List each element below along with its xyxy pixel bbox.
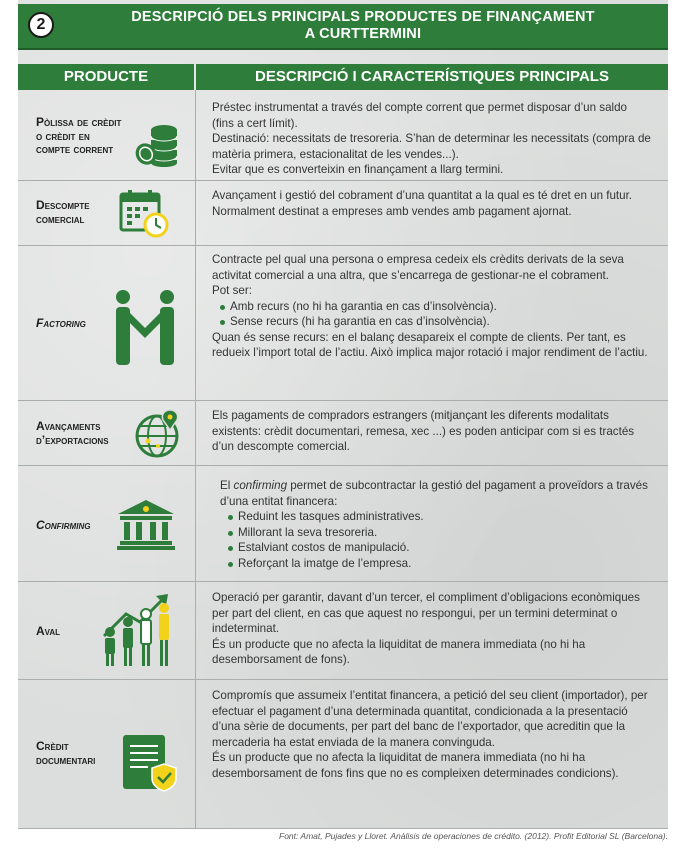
product-name-line: Factoring bbox=[36, 316, 86, 330]
column-divider bbox=[195, 90, 196, 828]
product-name-line: o crèdit en bbox=[36, 128, 90, 143]
product-name-line: Aval bbox=[36, 624, 61, 638]
product-name-line: Crèdit bbox=[36, 739, 69, 753]
description-confirming bbox=[220, 478, 660, 571]
confirming-list bbox=[220, 509, 660, 571]
description-paragraph: Evitar que es converteixin en finançament a llarg termini. bbox=[212, 163, 504, 176]
description-paragraph: Avançament i gestió del cobrament d’una quantitat a la qual es té dret en un futur. bbox=[212, 189, 633, 202]
text-span: permet de subcontractar la gestió del pagament a proveïdors a través d’una entitat financera: bbox=[220, 479, 648, 508]
description-paragraph: Quan és sense recurs: en el balanç desapareix el compte de clients. Per tant, es redueix l’import total de l’actiu. Això implica major rotació i major rendiment de l’actiu. bbox=[212, 330, 648, 359]
globe-pin-icon bbox=[132, 408, 184, 460]
description-avancaments bbox=[212, 408, 652, 455]
bank-building-icon bbox=[116, 498, 176, 550]
document-shield-icon bbox=[120, 732, 178, 792]
description-paragraph: Operació per garantir, davant d’un tercer, el compliment d’obligacions econòmiques per part del client, en cas que aquest no respongui, per un termini determinat o indeterminat. bbox=[212, 591, 640, 635]
row-divider bbox=[18, 581, 668, 582]
product-name-line: Confirming bbox=[36, 518, 91, 532]
description-paragraph: Compromís que assumeix l’entitat financera, a petició del seu client (importador), per efectuar el pagament d’una determinada quantitat, condicionada a la presentació d’una sèrie de documents, per part del banc de l’exportador, que acreditin que la mercaderia ha estat enviada de la manera convinguda. bbox=[212, 689, 648, 749]
description-paragraph bbox=[220, 478, 660, 509]
coins-icon bbox=[134, 122, 184, 168]
description-paragraph: Normalment destinat a empreses amb vendes amb pagament ajornat. bbox=[212, 204, 572, 218]
factoring-list bbox=[212, 299, 652, 330]
product-name-line: documentari bbox=[36, 752, 96, 767]
list-item: Estalviant costos de manipulació. bbox=[238, 540, 660, 556]
product-name-line: d’exportacions bbox=[36, 432, 109, 447]
row-divider bbox=[18, 465, 668, 466]
text-span: El bbox=[220, 479, 234, 492]
product-name-line: Pòlissa de crèdit bbox=[36, 115, 122, 129]
product-name-line: compte corrent bbox=[36, 142, 114, 156]
emphasis-confirming: confirming bbox=[233, 479, 288, 492]
description-paragraph: És un producte que no afecta la liquiditat de manera immediata (no hi ha desemborsament de fons fins que no es compleixen determinades condicions). bbox=[212, 751, 619, 780]
description-paragraph: Contracte pel qual una persona o empresa cedeix els crèdits derivats de la seva activitat comercial a una altra, que s’encarrega de gestionar-ne el cobrament. bbox=[212, 253, 624, 282]
product-name-line: Avançaments bbox=[36, 419, 101, 433]
calendar-clock-icon bbox=[118, 189, 174, 239]
row-divider bbox=[18, 828, 668, 829]
title-bar bbox=[18, 4, 668, 50]
row-divider bbox=[18, 180, 668, 181]
description-paragraph: Préstec instrumentat a través del compte corrent que permet disposar d’un saldo (fins a cert límit). bbox=[212, 101, 628, 130]
source-footer: Font: Amat, Pujades y Lloret. Anàlisis de operaciones de crédito. (2012). Profit Editorial SL (Barcelona). bbox=[279, 831, 668, 841]
row-divider bbox=[18, 245, 668, 246]
description-credit-documentari bbox=[212, 688, 652, 781]
list-item: Sense recurs (hi ha garantia en cas d’insolvència). bbox=[230, 314, 652, 330]
page-title bbox=[78, 9, 648, 43]
description-paragraph: Els pagaments de compradors estrangers (mitjançant les diferents modalitats existents: crèdit documentari, remesa, xec ...) es poden anticipar com si es tractés d’un descompte comercial. bbox=[212, 409, 635, 453]
description-paragraph: És un producte que no afecta la liquiditat de manera immediata (no hi ha desemborsament de fons). bbox=[212, 637, 586, 666]
product-name-polissa bbox=[36, 116, 148, 157]
title-line-2: A CURTTERMINI bbox=[304, 26, 422, 42]
list-item: Millorant la seva tresoreria. bbox=[238, 525, 660, 541]
description-descompte bbox=[212, 188, 652, 219]
list-item: Reduint les tasques administratives. bbox=[238, 509, 660, 525]
title-line-1: DESCRIPCIÓ DELS PRINCIPALS PRODUCTES DE FINANÇAMENT bbox=[131, 9, 595, 25]
row-divider bbox=[18, 679, 668, 680]
growth-people-icon bbox=[100, 592, 176, 668]
list-item: Reforçant la imatge de l’empresa. bbox=[238, 556, 660, 572]
section-number-badge: 2 bbox=[28, 12, 54, 38]
list-item: Amb recurs (no hi ha garantia en cas d’insolvència). bbox=[230, 299, 652, 315]
product-name-line: comercial bbox=[36, 211, 85, 226]
description-factoring bbox=[212, 252, 652, 361]
product-name-line: Descompte bbox=[36, 198, 90, 212]
description-paragraph: Pot ser: bbox=[212, 284, 252, 297]
people-handshake-icon bbox=[112, 288, 178, 366]
description-paragraph: Destinació: necessitats de tresoreria. S’han de determinar les necessitats (compra de matèria primera, estacionalitat de les vendes...). bbox=[212, 132, 651, 161]
header-product: PRODUCTE bbox=[18, 64, 194, 90]
row-divider bbox=[18, 400, 668, 401]
description-aval bbox=[212, 590, 652, 668]
description-polissa bbox=[212, 100, 652, 178]
header-description: DESCRIPCIÓ I CARACTERÍSTIQUES PRINCIPALS bbox=[196, 64, 668, 90]
